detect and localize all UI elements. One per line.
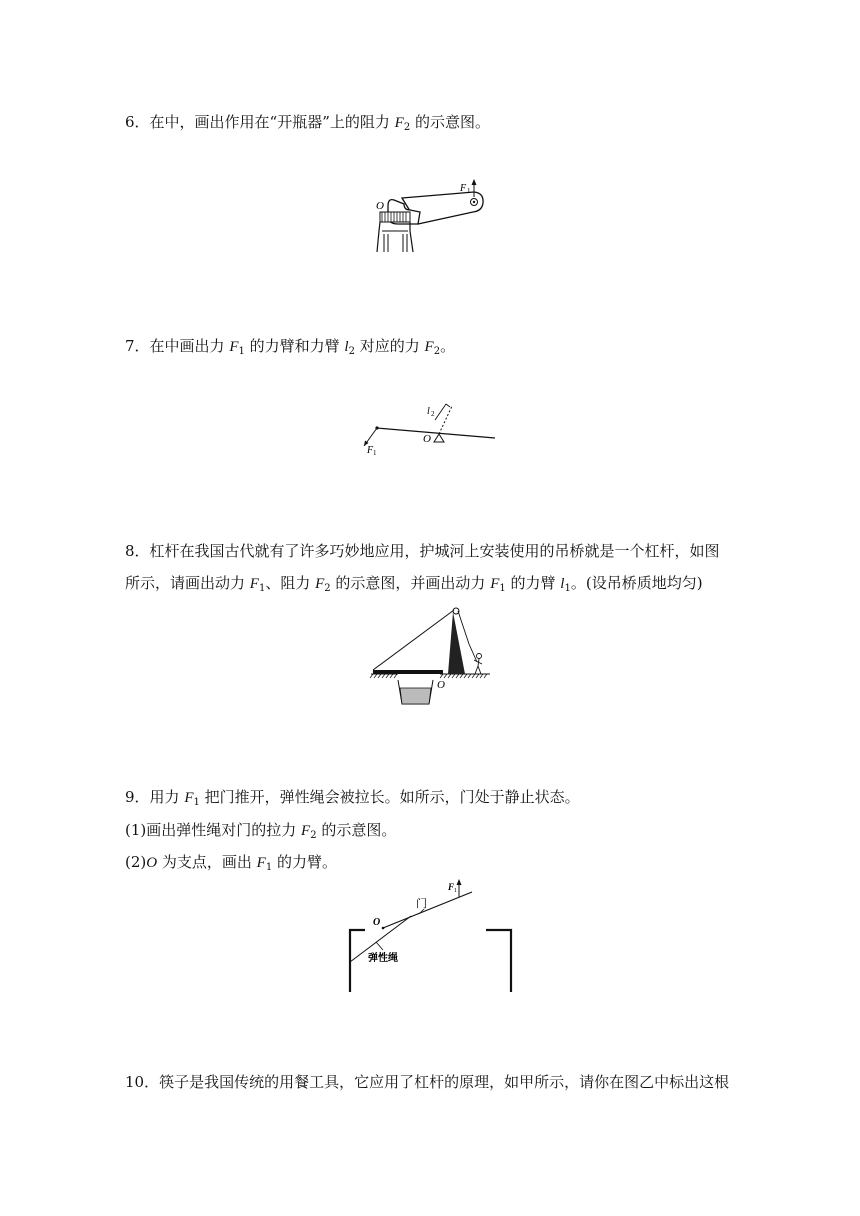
math-symbol: F	[184, 790, 194, 806]
math-symbol: l	[560, 576, 565, 592]
text-run: 为支点，画出	[157, 853, 257, 871]
force-label-sub: 1	[373, 449, 377, 457]
text-run: 。(设吊桥质地均匀)	[570, 574, 703, 592]
question-7	[125, 336, 455, 362]
question-8-line-2	[125, 573, 703, 599]
question-text: 杠杆在我国古代就有了许多巧妙地应用，护城河上安装使用的吊桥就是一个杠杆，如图	[149, 542, 720, 560]
drawbridge-figure	[368, 602, 493, 710]
subscript: 1	[193, 797, 200, 808]
question-number: 9．	[125, 788, 150, 806]
text-run: 把门推开，弹性绳会被拉长。如所示，门处于静止状态。	[199, 788, 580, 806]
force-label-sub: 1	[454, 888, 457, 894]
subscript: 2	[403, 122, 411, 133]
question-number: 8．	[125, 542, 150, 560]
question-text	[150, 337, 456, 355]
subscript: 1	[499, 583, 506, 594]
pivot-label: O	[376, 200, 384, 212]
lever-figure	[355, 398, 505, 460]
pivot-label: O	[437, 679, 445, 691]
math-symbol: l	[344, 339, 349, 355]
subscript: 1	[265, 862, 273, 873]
question-10	[125, 1072, 729, 1092]
arm-label-sub: 2	[431, 410, 435, 418]
text-run: 的示意图。	[410, 113, 490, 131]
question-number: 7．	[125, 337, 150, 355]
subscript: 1	[258, 583, 266, 594]
math-symbol: F	[315, 576, 325, 592]
bottle-opener-figure	[370, 176, 492, 258]
question-9-part-1	[125, 820, 396, 846]
subscript: 2	[324, 583, 331, 594]
math-symbol: F	[256, 855, 266, 871]
pivot-label: O	[373, 917, 381, 928]
force-label: F	[367, 445, 374, 456]
question-6	[125, 112, 490, 138]
force-label: F	[460, 183, 467, 194]
text-run: 用力	[149, 788, 185, 806]
question-number: 10．	[125, 1073, 160, 1091]
door-figure	[345, 876, 520, 998]
math-symbol: F	[394, 115, 404, 131]
door-label: 门	[416, 898, 427, 910]
text-run: 所示，请画出动力	[125, 574, 250, 592]
subscript: 1	[238, 346, 245, 357]
text-run: 在中，画出作用在“开瓶器”上的阻力	[149, 113, 395, 131]
text-run: 。	[440, 337, 456, 355]
text-run: (1)画出弹性绳对门的拉力	[125, 821, 302, 839]
text-run: 的力臂和力臂	[244, 337, 345, 355]
question-9	[125, 787, 580, 813]
question-text	[150, 113, 490, 131]
math-symbol: O	[146, 855, 158, 871]
pivot-label: O	[423, 433, 431, 445]
text-run: 的示意图。	[316, 821, 397, 839]
question-text: 筷子是我国传统的用餐工具，它应用了杠杆的原理，如甲所示，请你在图乙中标出这根	[159, 1073, 730, 1091]
text-run: 的示意图，并画出动力	[330, 574, 491, 592]
question-8-line-1	[125, 541, 720, 561]
question-number: 6．	[125, 113, 150, 131]
force-label: F	[448, 882, 455, 892]
question-text	[150, 788, 580, 806]
text-run: (2)	[125, 853, 147, 871]
rope-label: 弹性绳	[368, 953, 398, 964]
text-run: 在中画出力	[149, 337, 230, 355]
math-symbol: F	[490, 576, 500, 592]
text-run: 的力臂	[505, 574, 561, 592]
text-run: 、阻力	[265, 574, 316, 592]
math-symbol: F	[424, 339, 434, 355]
force-label-sub: 1	[467, 187, 471, 195]
math-symbol: F	[301, 823, 311, 839]
subscript: 2	[348, 346, 355, 357]
text-run: 的力臂。	[272, 853, 337, 871]
question-9-part-2	[125, 852, 337, 878]
subscript: 1	[564, 583, 571, 594]
subscript: 2	[433, 346, 441, 357]
math-symbol: F	[229, 339, 239, 355]
arm-label: l	[427, 406, 430, 417]
subscript: 2	[310, 830, 317, 841]
text-run: 对应的力	[354, 337, 425, 355]
math-symbol: F	[249, 576, 259, 592]
